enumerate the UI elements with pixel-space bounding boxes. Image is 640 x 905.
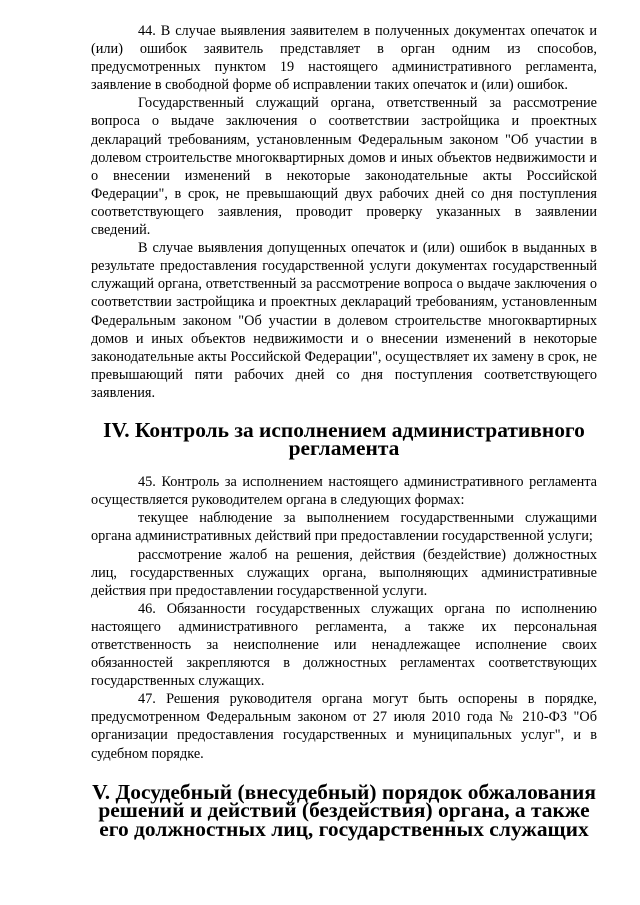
paragraph-47: 47. Решения руководителя органа могут быть оспорены в порядке, предусмотренном Федеральным законом от 27 июля 2010 года № 210-ФЗ "Об организации предоставления государственных и муниципальных услуг", и в судебном порядке. [91,691,597,762]
document-page [91,22,597,841]
section-iv-heading: IV. Контроль за исполнением административного регламента [103,417,585,461]
paragraph-44: 44. В случае выявления заявителем в полученных документах опечаток и (или) ошибок заявитель представляет в орган одним из способов, предусмотренных пунктом 19 настоящего административного регламента, заявление в свободной форме об исправлении таких опечаток и (или) ошибок. [91,23,597,94]
section-v-heading-line-3: его должностных лиц, государственных служащих [99,816,589,841]
paragraph-46: 46. Обязанности государственных служащих органа по исполнению настоящего административного регламента, а также их персональная ответственность за неисполнение или ненадлежащее исполнение своих обязанностей закрепляются в должностных регламентах соответствующих государственных служащих. [91,600,597,690]
paragraph-45: 45. Контроль за исполнением настоящего административного регламента осуществляется руководителем органа в следующих формах: [91,474,597,509]
paragraph-replacement: В случае выявления допущенных опечаток и (или) ошибок в выданных в результате предоставления государственной услуги документах государственный служащий органа, ответственный за рассмотрение вопроса о выдаче заключения о соответствии застройщика и проектных деклараций требованиям, установленным Федеральным законом "Об участии в долевом строительстве многоквартирных домов и иных объектов недвижимости и о внесении изменений в некоторые законодательные акты Российской Федерации", осуществляет их замену в срок, не превышающий пяти рабочих дней со дня поступления соответствующего заявления. [91,240,597,401]
paragraph-review-officer: Государственный служащий органа, ответственный за рассмотрение вопроса о выдаче заключения о соответствии застройщика и проектных деклараций требованиям, установленным Федеральным законом "Об участии в долевом строительстве многоквартирных домов и иных объектов недвижимости и о внесении изменений в некоторые законодательные акты Российской Федерации", в срок, не превышающий двух рабочих дней со дня поступления соответствующего заявления, проводит проверку указанных в заявлении сведений. [91,95,597,239]
section-v-heading [91,779,597,841]
section-v-heading-line-2: решений и действий (бездействия) органа, а также [98,798,590,823]
paragraph-complaints-review: рассмотрение жалоб на решения, действия (бездействие) должностных лиц, государственных служащих органа, выполняющих административные действия при предоставлении государственной услуги. [91,546,597,599]
section-v-heading-line-1: V. Досудебный (внесудебный) порядок обжалования [92,779,596,804]
paragraph-current-monitoring: текущее наблюдение за выполнением государственными служащими органа административных действий при предоставлении государственной услуги; [91,510,597,545]
